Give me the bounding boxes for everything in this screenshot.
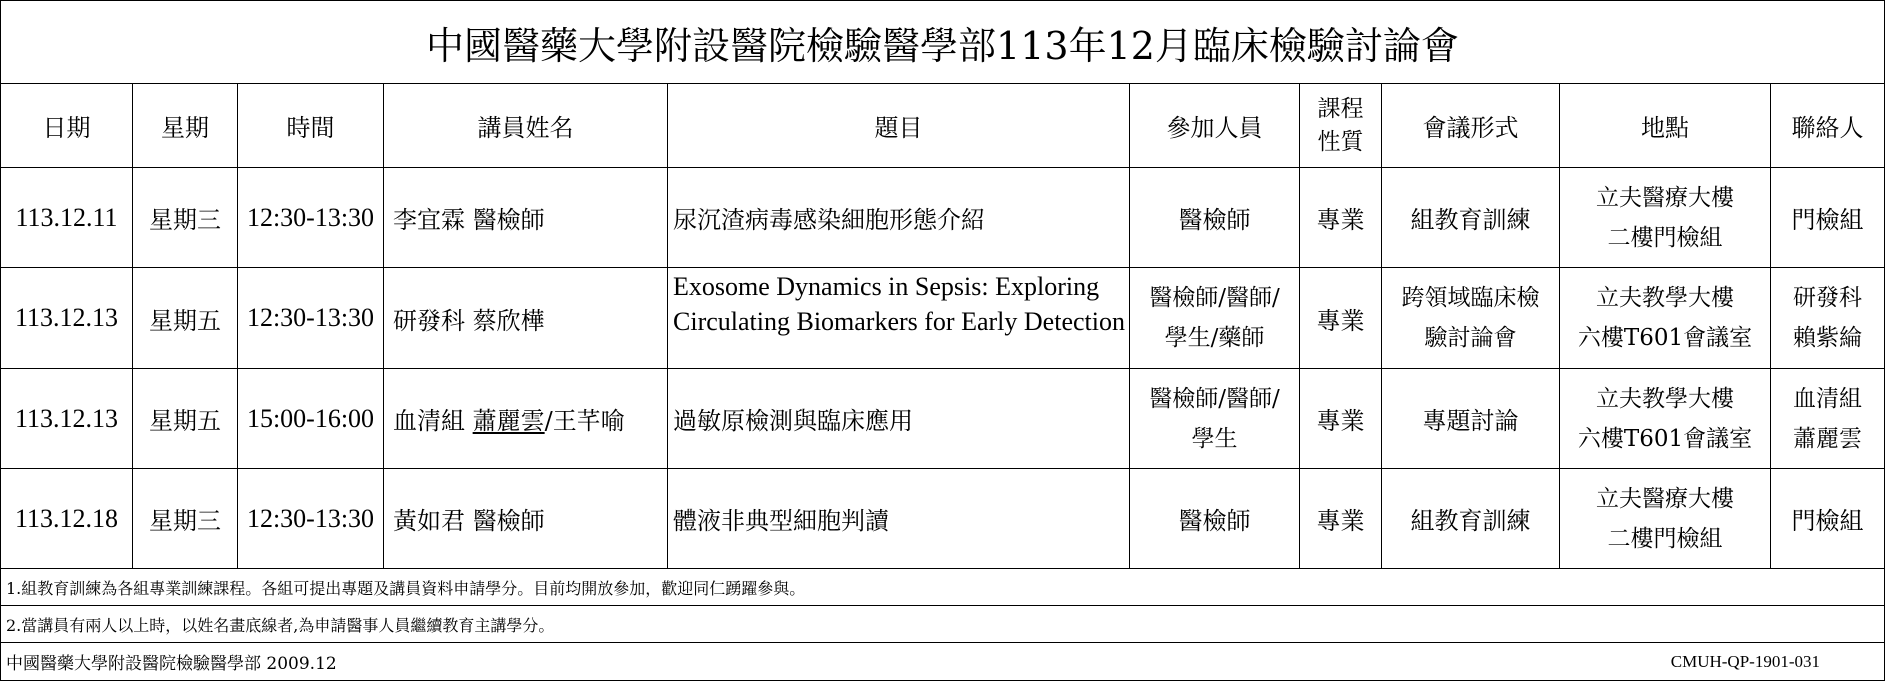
header-location: 地點 [1560, 84, 1771, 168]
cell-nature: 專業 [1300, 268, 1382, 369]
cell-contact: 門檢組 [1771, 168, 1885, 268]
cell-participants: 醫檢師 [1130, 168, 1300, 268]
cell-weekday: 星期五 [133, 369, 238, 469]
footer-row [1, 643, 1885, 681]
cell-weekday: 星期五 [133, 268, 238, 369]
contact-line2: 賴紫綸 [1793, 325, 1862, 351]
cell-participants [1130, 369, 1300, 469]
cell-participants: 醫檢師 [1130, 469, 1300, 569]
cell-topic: 過敏原檢測與臨床應用 [668, 369, 1130, 469]
header-nature [1300, 84, 1382, 168]
header-contact: 聯絡人 [1771, 84, 1885, 168]
location-line1: 立夫醫療大樓 [1596, 485, 1734, 512]
cell-contact [1771, 268, 1885, 369]
cell-weekday: 星期三 [133, 168, 238, 268]
cell-date: 113.12.11 [1, 168, 133, 268]
location-line1: 立夫醫療大樓 [1596, 184, 1734, 211]
cell-format: 組教育訓練 [1382, 469, 1560, 569]
note-row [1, 569, 1885, 606]
cell-date: 113.12.13 [1, 369, 133, 469]
header-speaker: 講員姓名 [384, 84, 668, 168]
table-row [1, 268, 1885, 369]
location-line1: 立夫教學大樓 [1596, 285, 1734, 311]
speaker-text: 研發科 蔡欣樺 [393, 306, 545, 335]
header-time: 時間 [238, 84, 384, 168]
speaker-text-after: /王芊喻 [544, 407, 625, 435]
header-nature-line2: 性質 [1317, 128, 1364, 155]
cell-time: 12:30-13:30 [238, 268, 384, 369]
header-row [1, 84, 1885, 168]
location-line1: 立夫教學大樓 [1596, 385, 1734, 412]
contact-line2: 蕭麗雲 [1793, 425, 1862, 452]
note-row [1, 606, 1885, 643]
cell-date: 113.12.18 [1, 469, 133, 569]
table-row [1, 469, 1885, 569]
header-topic: 題目 [668, 84, 1130, 168]
cell-date: 113.12.13 [1, 268, 133, 369]
contact-line1: 研發科 [1793, 285, 1862, 311]
cell-format: 專題討論 [1382, 369, 1560, 469]
cell-nature: 專業 [1300, 168, 1382, 268]
contact-line1: 血清組 [1793, 385, 1862, 412]
table-row [1, 369, 1885, 469]
header-nature-line1: 課程 [1317, 95, 1364, 122]
cell-format [1382, 268, 1560, 369]
page-title: 中國醫藥大學附設醫院檢驗醫學部113年12月臨床檢驗討論會 [1, 1, 1885, 84]
cell-location [1560, 469, 1771, 569]
cell-topic: 尿沉渣病毒感染細胞形態介紹 [668, 168, 1130, 268]
cell-location [1560, 369, 1771, 469]
cell-location [1560, 268, 1771, 369]
speaker-text: 黃如君 醫檢師 [393, 507, 545, 535]
location-line2: 二樓門檢組 [1607, 224, 1723, 251]
note-1: 1.組教育訓練為各組專業訓練課程。各組可提出專題及講員資料申請學分。目前均開放參加，歡迎同仁踴躍參與。 [1, 569, 1885, 606]
location-line2: 六樓T601會議室 [1577, 425, 1753, 452]
speaker-underlined: 蕭麗雲 [472, 407, 545, 435]
table-row [1, 168, 1885, 268]
cell-format: 組教育訓練 [1382, 168, 1560, 268]
location-line2: 六樓T601會議室 [1577, 325, 1753, 351]
cell-time: 15:00-16:00 [238, 369, 384, 469]
cell-location [1560, 168, 1771, 268]
cell-participants [1130, 268, 1300, 369]
cell-time: 12:30-13:30 [238, 168, 384, 268]
cell-topic: 體液非典型細胞判讀 [668, 469, 1130, 569]
participants-line2: 學生 [1191, 425, 1238, 452]
speaker-text: 李宜霖 醫檢師 [393, 206, 545, 234]
cell-topic: Exosome Dynamics in Sepsis: Exploring Circulating Biomarkers for Early Detection [668, 268, 1130, 369]
cell-nature: 專業 [1300, 469, 1382, 569]
format-line2: 驗討論會 [1424, 325, 1517, 351]
speaker-text: 血清組 [393, 407, 473, 435]
cell-speaker [384, 168, 668, 268]
cell-weekday: 星期三 [133, 469, 238, 569]
header-date: 日期 [1, 84, 133, 168]
cell-contact [1771, 369, 1885, 469]
participants-line2: 學生/藥師 [1164, 325, 1265, 351]
header-weekday: 星期 [133, 84, 238, 168]
location-line2: 二樓門檢組 [1607, 525, 1723, 552]
participants-line1: 醫檢師/醫師/ [1149, 385, 1280, 412]
footer-department: 中國醫藥大學附設醫院檢驗醫學部 2009.12 [1, 643, 1130, 681]
note-2: 2.當講員有兩人以上時，以姓名畫底線者,為申請醫事人員繼續教育主講學分。 [1, 606, 1885, 643]
cell-nature: 專業 [1300, 369, 1382, 469]
header-format: 會議形式 [1382, 84, 1560, 168]
cell-speaker [384, 469, 668, 569]
format-line1: 跨領域臨床檢 [1401, 285, 1540, 311]
participants-line1: 醫檢師/醫師/ [1149, 285, 1280, 311]
cell-speaker [384, 369, 668, 469]
header-participants: 參加人員 [1130, 84, 1300, 168]
cell-speaker [384, 268, 668, 369]
footer-form-code: CMUH-QP-1901-031 [1130, 643, 1885, 681]
cell-time: 12:30-13:30 [238, 469, 384, 569]
cell-contact: 門檢組 [1771, 469, 1885, 569]
